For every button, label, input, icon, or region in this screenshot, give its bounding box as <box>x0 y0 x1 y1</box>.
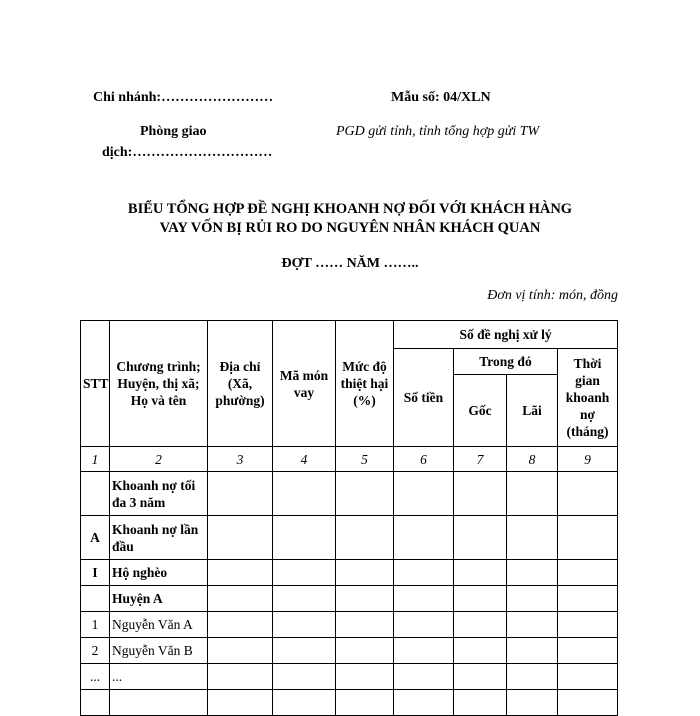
table-row <box>81 612 618 638</box>
column-number: 2 <box>110 447 208 472</box>
row-stt: I <box>81 560 110 586</box>
column-number: 5 <box>336 447 394 472</box>
header-amount: Số tiền <box>394 349 454 447</box>
row-name <box>110 690 208 716</box>
row-name: Nguyễn Văn B <box>110 638 208 664</box>
header-program: Chương trình; Huyện, thị xã; Họ và tên <box>110 321 208 447</box>
table-row <box>81 690 618 716</box>
row-stt: ... <box>81 664 110 690</box>
column-number: 8 <box>507 447 558 472</box>
department-label-line1: Phòng giao <box>140 124 207 139</box>
table-row <box>81 638 618 664</box>
summary-table <box>80 320 618 716</box>
row-stt: A <box>81 516 110 560</box>
header-address: Địa chỉ (Xã, phường) <box>208 321 273 447</box>
column-number: 7 <box>454 447 507 472</box>
table-row <box>81 664 618 690</box>
column-number-row <box>81 447 618 472</box>
row-name: ... <box>110 664 208 690</box>
row-name: Hộ nghèo <box>110 560 208 586</box>
row-stt <box>81 472 110 516</box>
row-stt <box>81 586 110 612</box>
table-row <box>81 586 618 612</box>
row-stt: 1 <box>81 612 110 638</box>
header-loan-code: Mã món vay <box>273 321 336 447</box>
document-title-line2: VAY VỐN BỊ RỦI RO DO NGUYÊN NHÂN KHÁCH QUAN <box>159 220 541 236</box>
branch-label: Chi nhánh:…………………… <box>93 90 274 105</box>
row-stt: 2 <box>81 638 110 664</box>
header-principal: Gốc <box>454 375 507 447</box>
row-name: Khoanh nợ lần đầu <box>110 516 208 560</box>
row-name: Khoanh nợ tối đa 3 năm <box>110 472 208 516</box>
document-title-line1: BIỂU TỔNG HỢP ĐỀ NGHỊ KHOANH NỢ ĐỐI VỚI KHÁCH HÀNG <box>127 201 573 217</box>
header-stt: STT <box>81 321 110 447</box>
header-of-which: Trong đó <box>454 349 558 375</box>
column-number: 9 <box>558 447 618 472</box>
header-interest: Lãi <box>507 375 558 447</box>
period-line: ĐỢT …… NĂM …….. <box>281 256 419 271</box>
row-name: Nguyễn Văn A <box>110 612 208 638</box>
column-number: 3 <box>208 447 273 472</box>
form-number: Mẫu số: 04/XLN <box>391 90 491 105</box>
column-number: 1 <box>81 447 110 472</box>
unit-note: Đơn vị tính: món, đồng <box>487 288 618 303</box>
row-stt <box>81 690 110 716</box>
table-row <box>81 560 618 586</box>
department-label-line2: dịch:………………………… <box>102 145 273 160</box>
header-duration: Thời gian khoanh nợ (tháng) <box>558 349 618 447</box>
table-row <box>81 516 618 560</box>
header-proposed-group: Số đề nghị xử lý <box>394 321 618 349</box>
column-number: 4 <box>273 447 336 472</box>
header-damage-level: Mức độ thiệt hại (%) <box>336 321 394 447</box>
send-note: PGD gửi tỉnh, tỉnh tổng hợp gửi TW <box>336 124 540 139</box>
row-name: Huyện A <box>110 586 208 612</box>
table-row <box>81 472 618 516</box>
column-number: 6 <box>394 447 454 472</box>
